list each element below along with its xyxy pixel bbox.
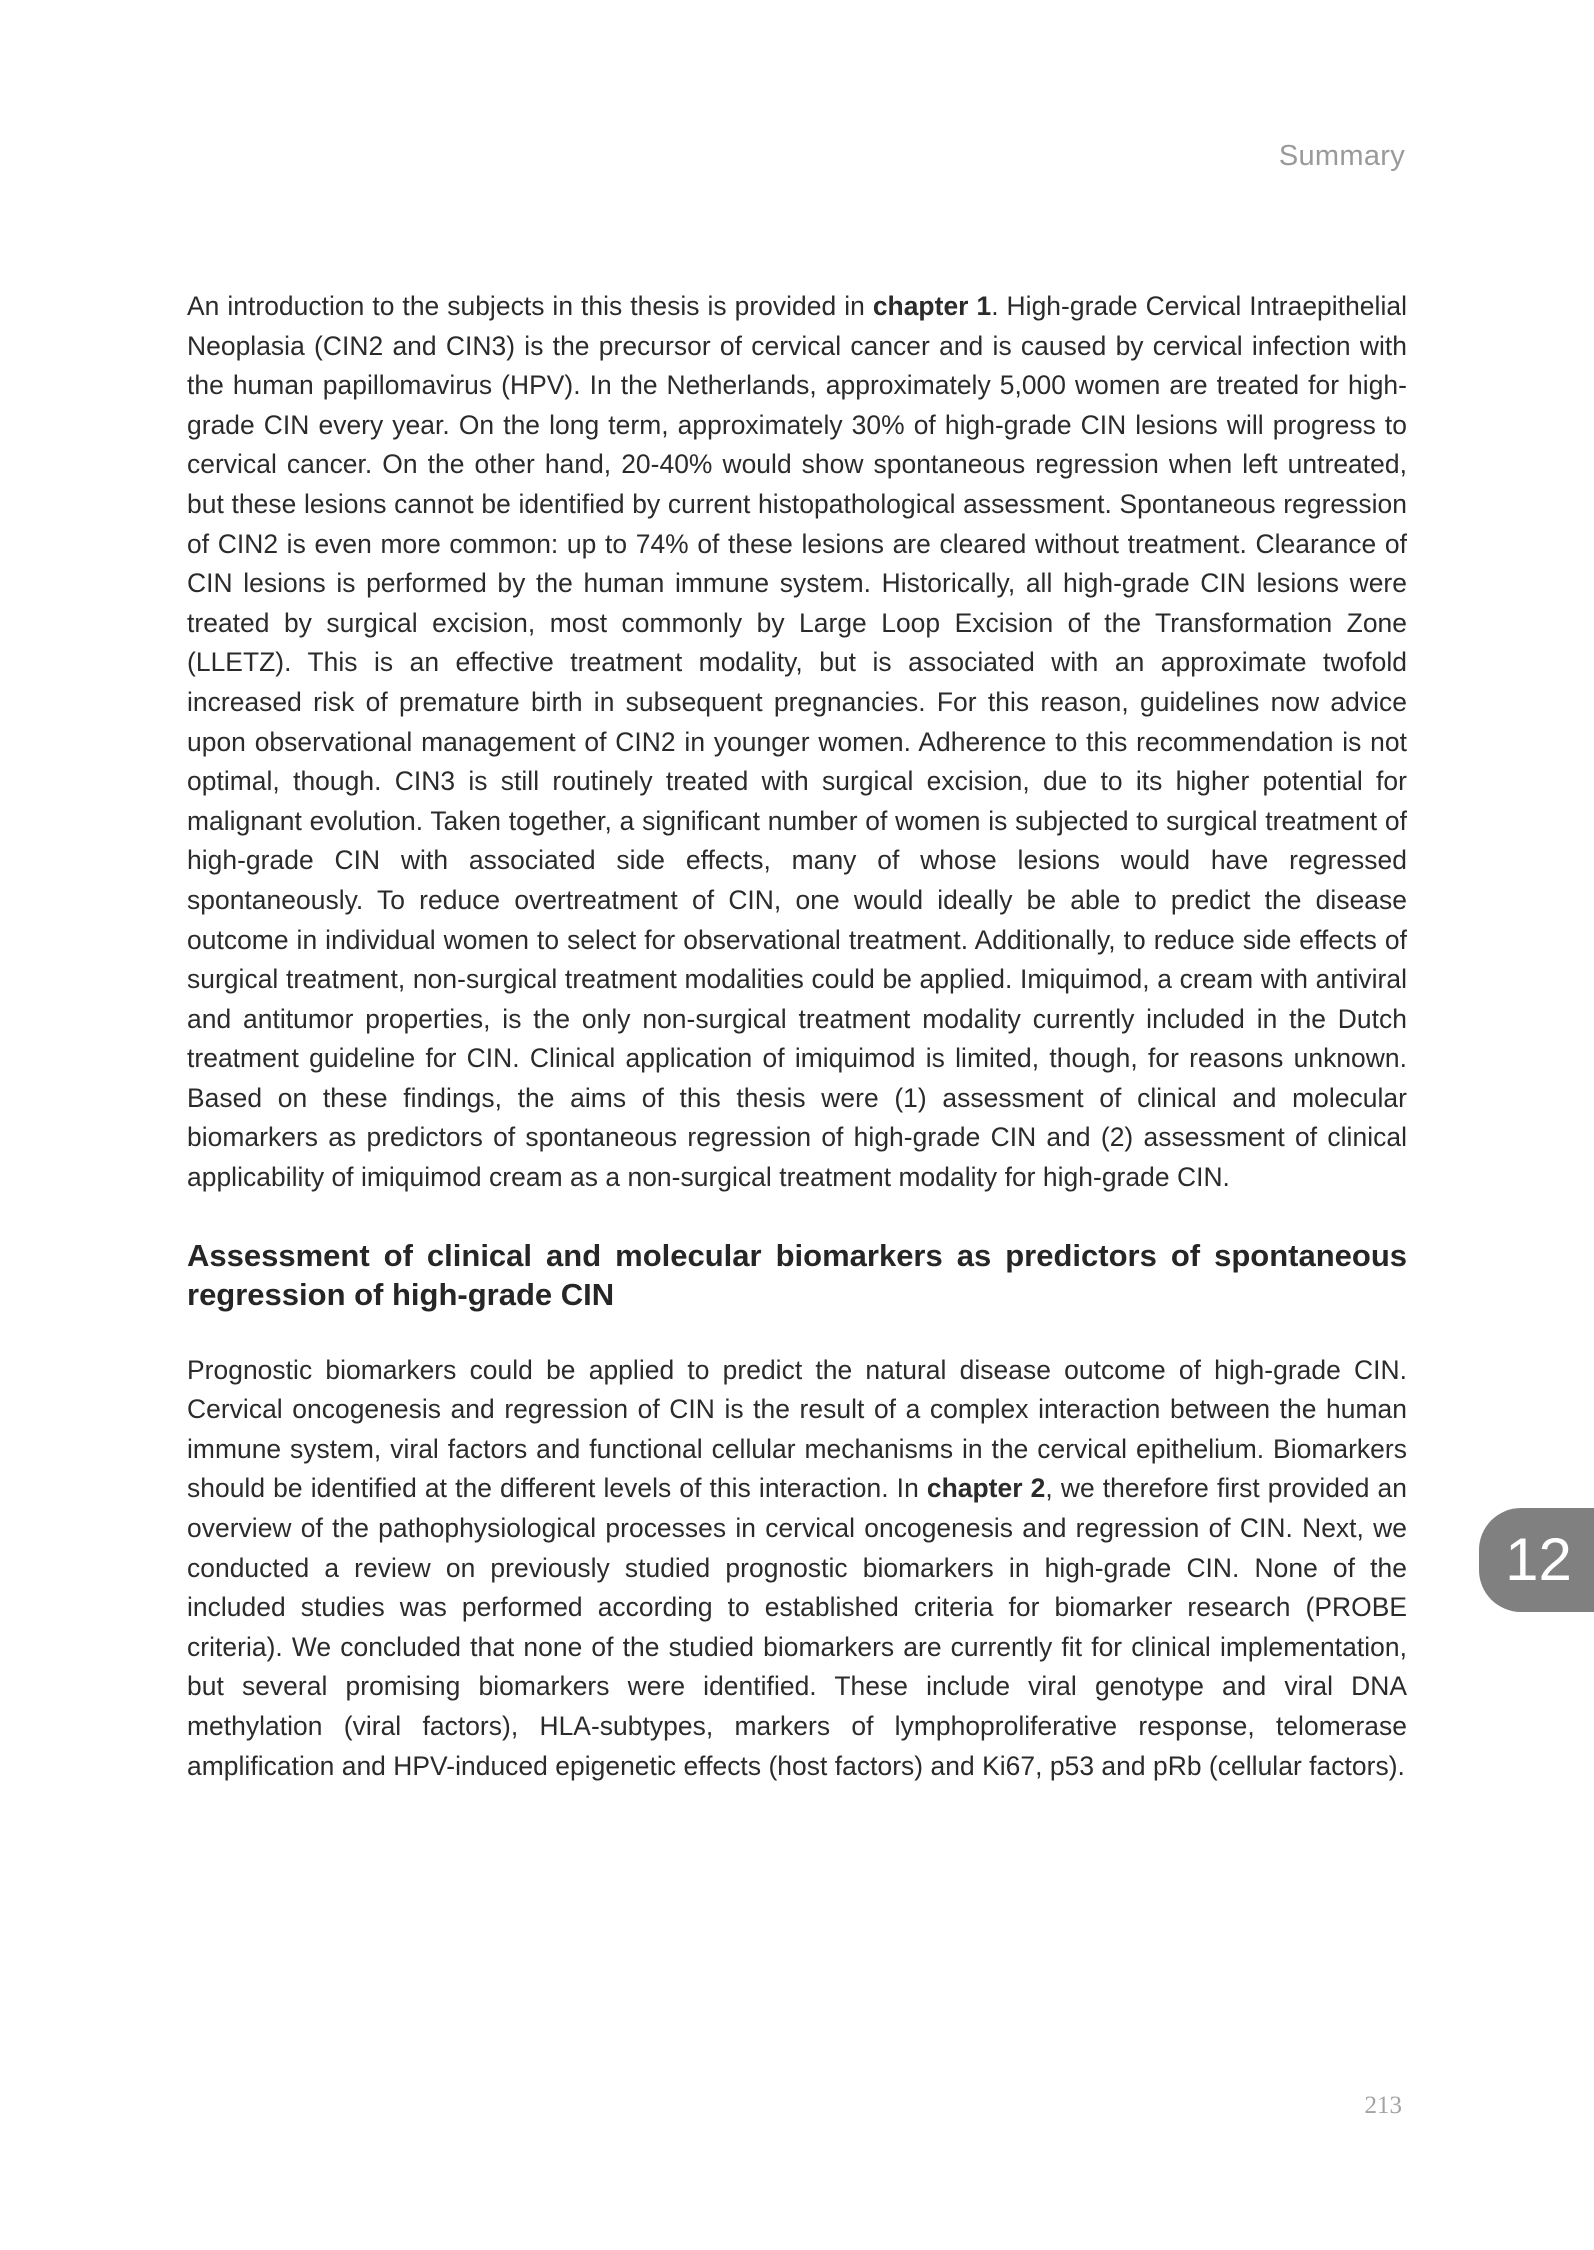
page-number: 213 [1364,2092,1402,2119]
intro-text-rest: . High-grade Cervical Intraepithelial Neoplasia (CIN2 and CIN3) is the precursor of cervical cancer and is caused by cervical infection with the human papillomavirus (HPV). In the Netherlands, approximately 5,000 women are treated for high-grade CIN every year. On the long term, approximately 30% of high-grade CIN lesions will progress to cervical cancer. On the other hand, 20-40% would show spontaneous regression when left untreated, but these lesions cannot be identified by current histopathological assessment. Spontaneous regression of CIN2 is even more common: up to 74% of these lesions are cleared without treatment. Clearance of CIN lesions is performed by the human immune system. Historically, all high-grade CIN lesions were treated by surgical excision, most commonly by Large Loop Excision of the Transformation Zone (LLETZ). This is an effective treatment modality, but is associated with an approximate twofold increased risk of premature birth in subsequent pregnancies. For this reason, guidelines now advice upon observational management of CIN2 in younger women. Adherence to this recommendation is not optimal, though. CIN3 is still routinely treated with surgical excision, due to its higher potential for malignant evolution. Taken together, a significant number of women is subjected to surgical treatment of high-grade CIN with associated side effects, many of whose lesions would have regressed spontaneously. To reduce overtreatment of CIN, one would ideally be able to predict the disease outcome in individual women to select for observational treatment. Additionally, to reduce side effects of surgical treatment, non-surgical treatment modalities could be applied. Imiquimod, a cream with antiviral and antitumor properties, is the only non-surgical treatment modality currently included in the Dutch treatment guideline for CIN. Clinical application of imiquimod is limited, though, for reasons unknown. Based on these findings, the aims of this thesis were (1) assessment of clinical and molecular biomarkers as predictors of spontaneous regression of high-grade CIN and (2) assessment of clinical applicability of imiquimod cream as a non-surgical treatment modality for high-grade CIN. [187,291,1407,1193]
chapter-reference: chapter 1 [872,291,992,321]
intro-paragraph [187,287,1407,1198]
section-text-start: Prognostic biomarkers could be applied to predict the natural disease outcome of high-grade CIN. Cervical oncogenesis and regression of CIN is the result of a complex interaction between the human immune system, viral factors and functional cellular mechanisms in the cervical epithelium. Biomarkers should be identified at the different levels of this interaction. In [187,1354,1407,1504]
intro-text-start: An introduction to the subjects in this thesis is provided in [187,291,873,321]
chapter-reference: chapter 2 [926,1473,1046,1504]
page-body [187,287,1407,1786]
chapter-number: 12 [1505,1526,1572,1593]
section-heading: Assessment of clinical and molecular biomarkers as predictors of spontaneous regression of high-grade CIN [187,1237,1407,1312]
section-paragraph [187,1351,1407,1787]
running-header-title: Summary [1278,140,1405,172]
chapter-thumb-tab [1479,1508,1594,1612]
section-text-rest: , we therefore first provided an overview of the pathophysiological processes in cervical oncogenesis and regression of CIN. Next, we conducted a review on previously studied prognostic biomarkers in high-grade CIN. None of the included studies was performed according to established criteria for biomarker research (PROBE criteria). We concluded that none of the studied biomarkers are currently fit for clinical implementation, but several promising biomarkers were identified. These include viral genotype and viral DNA methylation (viral factors), HLA-subtypes, markers of lymphoproliferative response, telomerase amplification and HPV-induced epigenetic effects (host factors) and Ki67, p53 and pRb (cellular factors). [187,1473,1407,1781]
